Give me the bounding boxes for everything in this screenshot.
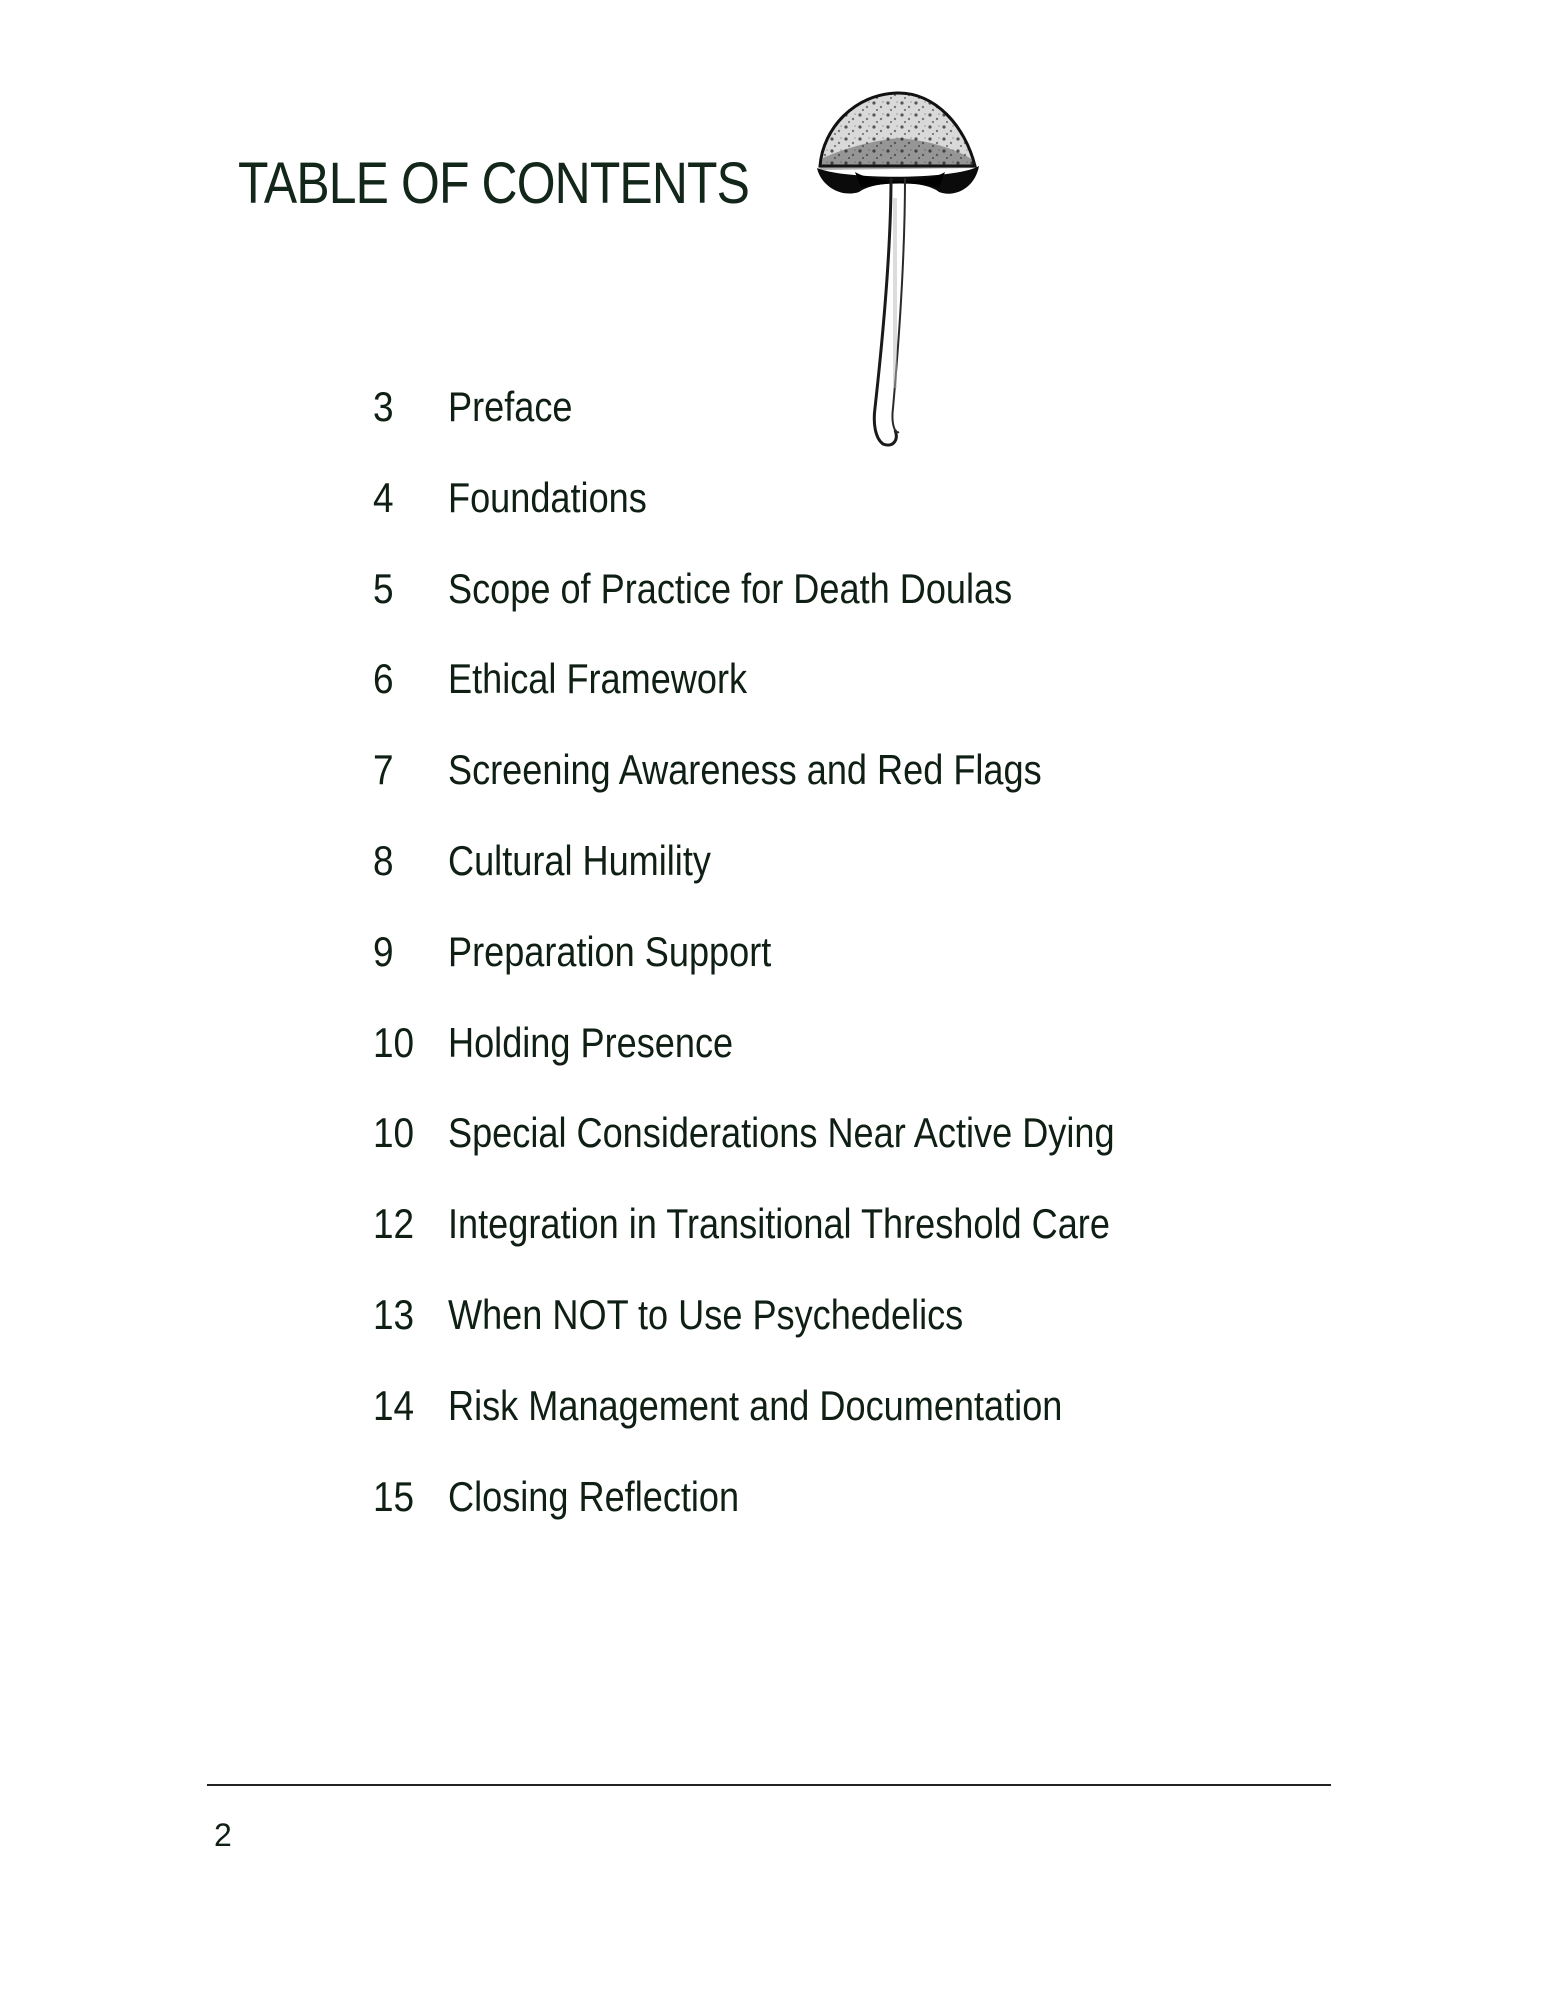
toc-title: Special Considerations Near Active Dying bbox=[448, 1109, 1115, 1157]
toc-page-number: 7 bbox=[373, 746, 394, 794]
toc-title: Preparation Support bbox=[448, 927, 772, 975]
toc-page-number: 14 bbox=[373, 1381, 415, 1429]
toc-title: Preface bbox=[448, 383, 573, 430]
toc-page-number: 6 bbox=[373, 655, 394, 703]
toc-title: Holding Presence bbox=[448, 1018, 734, 1066]
toc-page-number: 15 bbox=[373, 1472, 415, 1520]
toc-page-number: 8 bbox=[373, 836, 394, 884]
toc-title: Ethical Framework bbox=[448, 655, 748, 703]
page-number: 2 bbox=[214, 1817, 232, 1853]
page-title: TABLE OF CONTENTS bbox=[238, 151, 750, 216]
mushroom-illustration-icon bbox=[815, 88, 995, 458]
toc-title: Scope of Practice for Death Doulas bbox=[448, 564, 1013, 612]
toc-page-number: 4 bbox=[373, 473, 394, 521]
toc-page-number: 5 bbox=[373, 564, 394, 612]
toc-title: Closing Reflection bbox=[448, 1472, 740, 1520]
toc-page-number: 10 bbox=[373, 1109, 415, 1157]
toc-page-number: 12 bbox=[373, 1200, 415, 1248]
toc-page-number: 10 bbox=[373, 1018, 415, 1066]
toc-title: Risk Management and Documentation bbox=[448, 1381, 1063, 1429]
toc-title: Screening Awareness and Red Flags bbox=[448, 746, 1042, 794]
toc-title: Foundations bbox=[448, 473, 647, 521]
footer-divider bbox=[207, 1784, 1331, 1786]
toc-page-number: 9 bbox=[373, 927, 394, 975]
toc-page-number: 3 bbox=[373, 383, 394, 430]
toc-page-number: 13 bbox=[373, 1290, 415, 1338]
toc-title: When NOT to Use Psychedelics bbox=[448, 1290, 964, 1338]
toc-title: Cultural Humility bbox=[448, 836, 711, 884]
toc-title: Integration in Transitional Threshold Care bbox=[448, 1200, 1110, 1248]
